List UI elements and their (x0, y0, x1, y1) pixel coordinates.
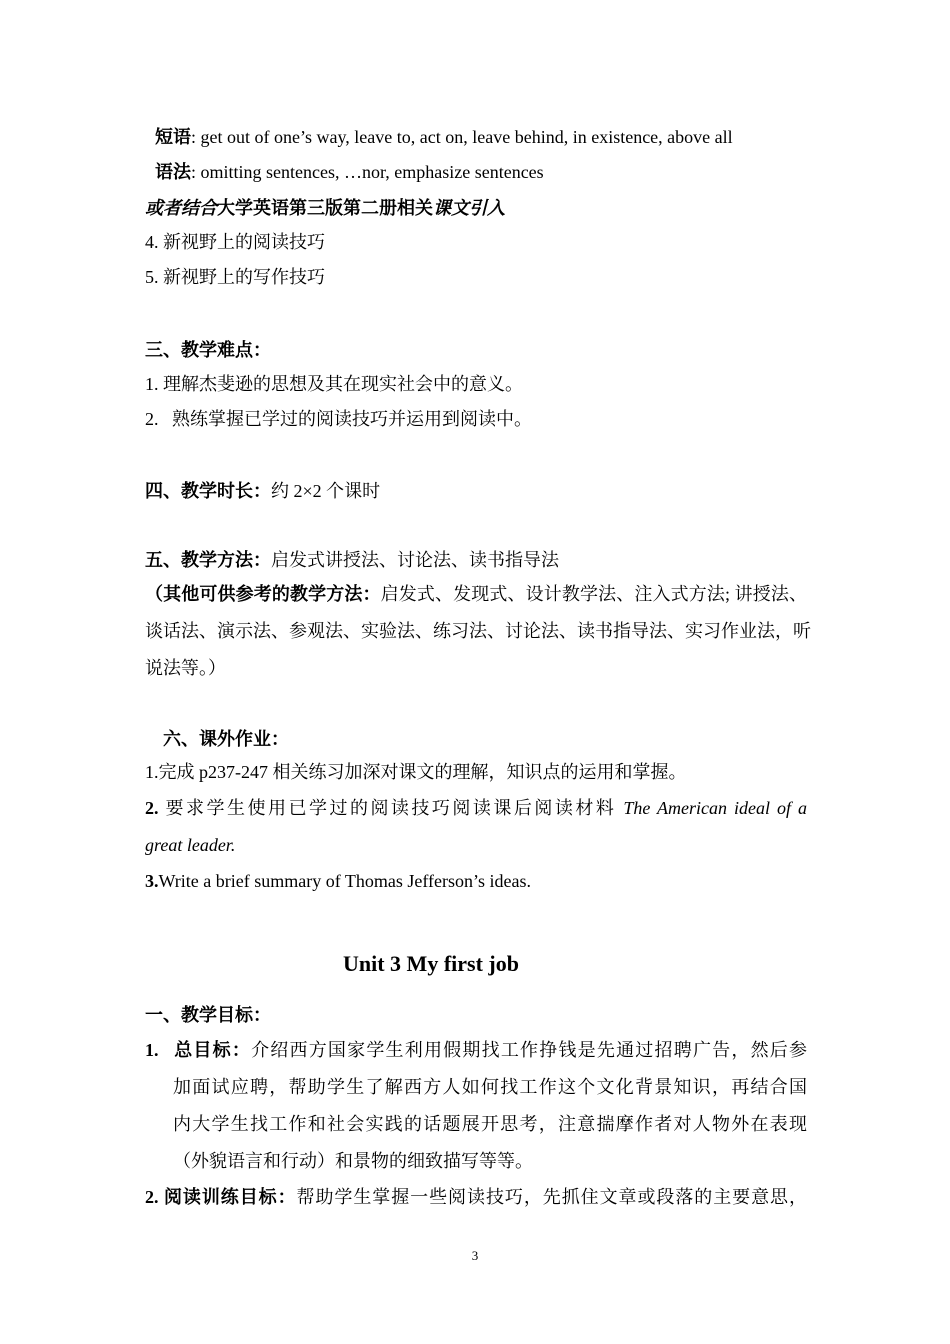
objective-2-text: 帮助学生掌握一些阅读技巧，先抓住文章或段落的主要意思， (296, 1187, 807, 1207)
objective-2-line-1 (145, 1185, 807, 1209)
homework-item-2-text: 要求学生使用已学过的阅读技巧阅读课后阅读材料 (158, 798, 624, 818)
homework-item-2-num: 2. (145, 798, 159, 818)
skill-item-5: 5. 新视野上的写作技巧 (145, 267, 325, 287)
grammar-label: 语法 (155, 162, 191, 182)
objective-1-line-1 (145, 1038, 807, 1062)
page-number: 3 (471, 1248, 479, 1263)
difficulty-item-2: 2. 熟练掌握已学过的阅读技巧并运用到阅读中。 (145, 409, 532, 429)
unit-title: Unit 3 My first job (343, 951, 519, 976)
methods-heading: 五、教学方法： (145, 550, 271, 570)
other-methods-line-3: 说法等。） (145, 658, 226, 678)
other-methods-open: （ (145, 584, 164, 604)
objective-2-label: 2. 阅读训练目标： (145, 1187, 297, 1207)
homework-item-2-title: The American ideal of a (623, 798, 807, 818)
difficulty-item-1: 1. 理解杰斐逊的思想及其在现实社会中的意义。 (145, 374, 523, 394)
grammar-line (155, 160, 544, 184)
homework-item-1: 1.完成 p237-247 相关练习加深对课文的理解，知识点的运用和掌握。 (145, 762, 687, 782)
phrases-label: 短语 (155, 127, 191, 147)
alt-intro-part1: 或者结合 (145, 198, 217, 218)
grammar-text: : omitting sentences, …nor, emphasize sentences (191, 162, 544, 182)
objective-1-line-4: （外貌语言和行动）和景物的细致描写等等。 (173, 1151, 533, 1171)
homework-item-2-title-cont: great leader. (145, 835, 236, 855)
methods-text: 启发式讲授法、讨论法、读书指导法 (271, 550, 559, 570)
objective-1-line-2: 加面试应聘，帮助学生了解西方人如何找工作这个文化背景知识，再结合国 (173, 1077, 807, 1097)
homework-item-3-text: Write a brief summary of Thomas Jefferson’s ideas. (158, 871, 532, 891)
phrases-line (155, 125, 733, 149)
duration-heading: 四、教学时长： (145, 481, 271, 501)
duration-line (145, 479, 380, 503)
homework-item-3 (145, 869, 531, 893)
alt-intro-part3: 课文引入 (433, 198, 505, 218)
objective-1-text: 介绍西方国家学生利用假期找工作挣钱是先通过招聘广告，然后参 (251, 1040, 807, 1060)
objective-1-line-3: 内大学生找工作和社会实践的话题展开思考，注意揣摩作者对人物外在表现 (173, 1114, 807, 1134)
difficulties-heading: 三、教学难点： (145, 340, 271, 360)
phrases-text: : get out of one’s way, leave to, act on, leave behind, in existence, above all (191, 127, 733, 147)
objective-1-label: 总目标： (173, 1040, 252, 1060)
alt-intro-part2: 大学英语第三版第二册相关 (217, 198, 433, 218)
other-methods-line-1 (145, 582, 807, 606)
methods-line (145, 548, 559, 572)
homework-item-2 (145, 796, 807, 820)
objectives-heading: 一、教学目标： (145, 1005, 271, 1025)
other-methods-label: 其他可供参考的教学方法： (163, 584, 381, 604)
homework-item-3-num: 3. (145, 871, 159, 891)
other-methods-line-2: 谈话法、演示法、参观法、实验法、练习法、讨论法、读书指导法、实习作业法，听 (145, 621, 811, 641)
skill-item-4: 4. 新视野上的阅读技巧 (145, 232, 325, 252)
homework-heading: 六、课外作业： (163, 729, 289, 749)
objective-1-num: 1. (145, 1040, 159, 1060)
duration-text: 约 2×2 个课时 (271, 481, 381, 501)
alt-intro-line (145, 196, 505, 220)
other-methods-text-1: 启发式、发现式、设计教学法、注入式方法; 讲授法、 (380, 584, 807, 604)
